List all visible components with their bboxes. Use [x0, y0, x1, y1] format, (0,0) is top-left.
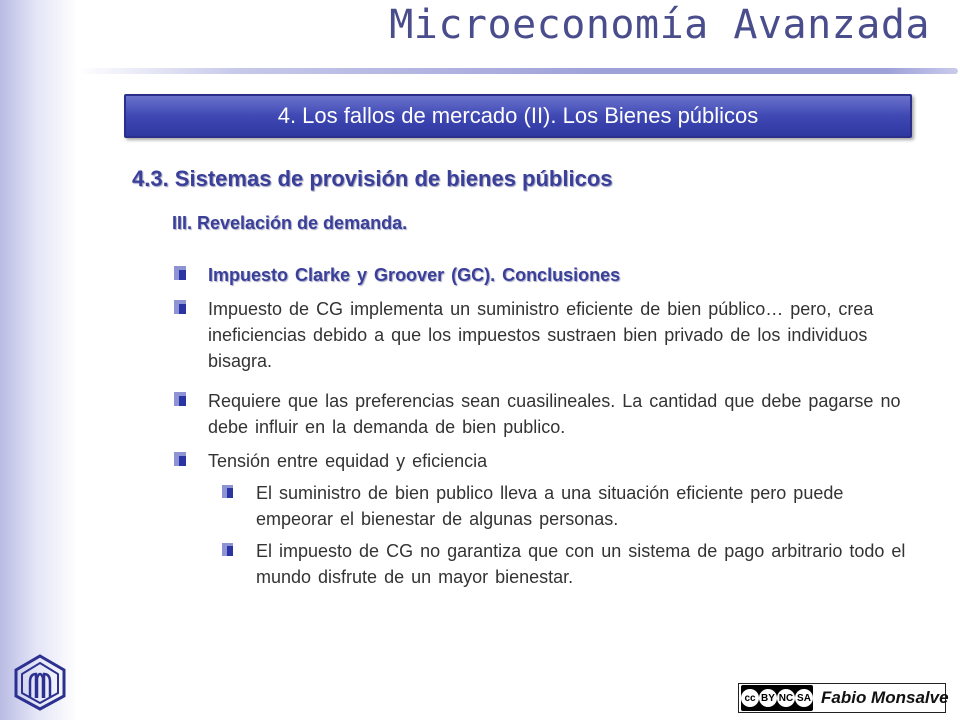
section-banner	[124, 94, 912, 138]
bullet-text: El impuesto de CG no garantiza que con un sistema de pago arbitrario todo el mundo disfrute de un mayor bienestar.	[256, 541, 906, 587]
side-gradient-bar	[0, 0, 78, 720]
bullet-text: Requiere que las preferencias sean cuasilineales. La cantidad que debe pagarse no debe influir en la demanda de bien publico.	[208, 391, 901, 437]
sub-bullet-item	[172, 480, 912, 532]
square-bullet-icon	[222, 543, 233, 556]
bullet-text: Impuesto de CG implementa un suministro eficiente de bien público… pero, crea ineficiencias debido a que los impuestos sustraen bien privado de los individuos bisagra.	[208, 299, 874, 371]
square-bullet-icon	[222, 485, 233, 498]
bullet-text: Impuesto Clarke y Groover (GC). Conclusiones	[208, 265, 621, 285]
license-footer	[738, 683, 949, 713]
header-rule	[78, 68, 958, 74]
creative-commons-icon	[741, 685, 813, 711]
section-title: 4. Los fallos de mercado (II). Los Bienes públicos	[277, 103, 759, 128]
bullet-text: El suministro de bien publico lleva a una situación eficiente pero puede empeorar el bienestar de algunas personas.	[256, 483, 844, 529]
bullet-item	[172, 296, 912, 374]
cc-badge-nc: NC	[777, 689, 795, 707]
bullet-text: Tensión entre equidad y eficiencia	[208, 451, 488, 471]
square-bullet-icon	[174, 266, 186, 280]
square-bullet-icon	[174, 452, 186, 466]
square-bullet-icon	[174, 300, 186, 314]
app-title: Microeconomía Avanzada	[389, 2, 930, 48]
cc-badge-by: BY	[759, 689, 777, 707]
author-name: Fabio Monsalve	[821, 688, 949, 707]
cc-badge-sa: SA	[795, 689, 813, 707]
bullet-item	[172, 262, 912, 288]
subsection-title: 4.3. Sistemas de provisión de bienes públicos	[132, 166, 613, 191]
cc-badge-cc: cc	[741, 689, 759, 707]
bullet-item	[172, 388, 912, 440]
square-bullet-icon	[174, 392, 186, 406]
bullet-list	[172, 262, 912, 596]
part-title: III. Revelación de demanda.	[172, 213, 408, 233]
bullet-item	[172, 448, 912, 474]
university-logo-icon	[10, 652, 70, 712]
sub-bullet-item	[172, 538, 912, 590]
